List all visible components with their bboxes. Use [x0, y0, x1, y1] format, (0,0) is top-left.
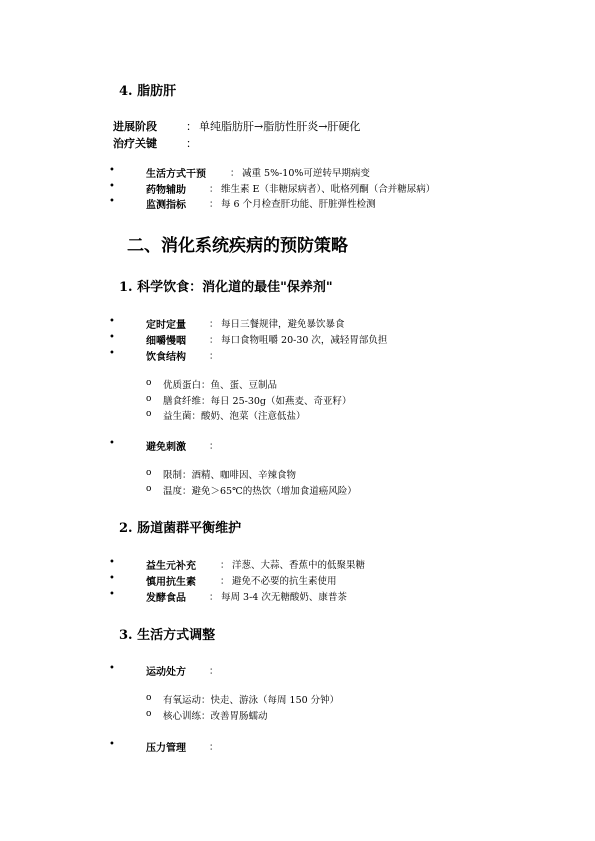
bullet-marker: • — [109, 589, 115, 600]
item-colon: ： — [230, 168, 240, 179]
item-colon: ： — [209, 184, 219, 195]
sub-bullet-marker: o — [146, 693, 152, 703]
item-text: 每 6 个月检查肝功能、肝脏弹性检测 — [221, 199, 376, 210]
item-label: 饮食结构 — [146, 352, 186, 363]
bullet-marker: • — [109, 181, 115, 192]
item-colon: ： — [209, 335, 219, 346]
item-text: 减重 5%-10%可逆转早期病变 — [242, 168, 370, 179]
item-label: 避免刺激 — [146, 442, 186, 453]
item-colon: ： — [209, 666, 219, 677]
sub-item-text: 核心训练：改善胃肠蠕动 — [163, 711, 268, 722]
bullet-marker: • — [109, 165, 115, 176]
bullet-marker: • — [109, 196, 115, 207]
item-colon: ： — [209, 592, 219, 603]
subsection-3-heading: 3. 生活方式调整 — [119, 628, 216, 643]
subsection-2-heading: 2. 肠道菌群平衡维护 — [119, 521, 242, 536]
sub-bullet-marker: o — [146, 394, 152, 404]
stage-label: 进展阶段 — [113, 120, 157, 133]
bullet-marker: • — [109, 332, 115, 343]
item-colon: ： — [209, 319, 219, 330]
sub-item-text: 益生菌：酸奶、泡菜（注意低盐） — [163, 411, 306, 422]
bullet-marker: • — [109, 316, 115, 327]
item-colon: ： — [209, 351, 219, 362]
bullet-marker: • — [109, 438, 115, 449]
item-label: 益生元补充 — [146, 561, 196, 572]
stage-text: 单纯脂肪肝→脂肪性肝炎→肝硬化 — [199, 120, 361, 133]
sub-bullet-marker: o — [146, 468, 152, 478]
item-label: 压力管理 — [146, 743, 186, 754]
bullet-marker: • — [109, 348, 115, 359]
sub-item-text: 优质蛋白：鱼、蛋、豆制品 — [163, 380, 278, 391]
item-text: 维生素 E（非糖尿病者）、吡格列酮（合并糖尿病） — [221, 184, 436, 195]
sub-bullet-marker: o — [146, 378, 152, 388]
item-label: 运动处方 — [146, 667, 186, 678]
item-colon: ： — [220, 576, 230, 587]
bullet-marker: • — [109, 573, 115, 584]
item-label: 生活方式干预 — [146, 169, 206, 180]
stage-colon: ： — [186, 120, 197, 133]
bullet-marker: • — [109, 663, 115, 674]
item-text: 每日三餐规律，避免暴饮暴食 — [221, 319, 345, 330]
bullet-marker: • — [109, 557, 115, 568]
sub-item-text: 温度：避免＞65℃的热饮（增加食道癌风险） — [163, 486, 357, 497]
key-label: 治疗关键 — [113, 137, 157, 150]
sub-bullet-marker: o — [146, 484, 152, 494]
item-text: 避免不必要的抗生素使用 — [232, 576, 337, 587]
sub-item-text: 膳食纤维：每日 25-30g（如燕麦、奇亚籽） — [163, 396, 352, 407]
item-colon: ： — [209, 742, 219, 753]
part-2-heading: 二、消化系统疾病的预防策略 — [127, 236, 348, 256]
sub-bullet-marker: o — [146, 709, 152, 719]
item-text: 每周 3-4 次无糖酸奶、康普茶 — [221, 592, 347, 603]
item-label: 细嚼慢咽 — [146, 336, 186, 347]
item-colon: ： — [220, 560, 230, 571]
bullet-marker: • — [109, 739, 115, 750]
item-colon: ： — [209, 441, 219, 452]
sub-item-text: 有氧运动：快走、游泳（每周 150 分钟） — [163, 695, 340, 706]
item-label: 定时定量 — [146, 320, 186, 331]
item-label: 药物辅助 — [146, 185, 186, 196]
item-colon: ： — [209, 199, 219, 210]
item-text: 每口食物咀嚼 20-30 次，减轻胃部负担 — [221, 335, 388, 346]
item-label: 监测指标 — [146, 200, 186, 211]
section-4-heading: 4. 脂肪肝 — [119, 84, 177, 99]
item-label: 发酵食品 — [146, 593, 186, 604]
subsection-1-heading: 1. 科学饮食：消化道的最佳"保养剂" — [119, 280, 333, 295]
sub-bullet-marker: o — [146, 409, 152, 419]
item-text: 洋葱、大蒜、香蕉中的低聚果糖 — [232, 560, 366, 571]
key-colon: ： — [186, 137, 197, 150]
item-label: 慎用抗生素 — [146, 577, 196, 588]
sub-item-text: 限制：酒精、咖啡因、辛辣食物 — [163, 470, 297, 481]
